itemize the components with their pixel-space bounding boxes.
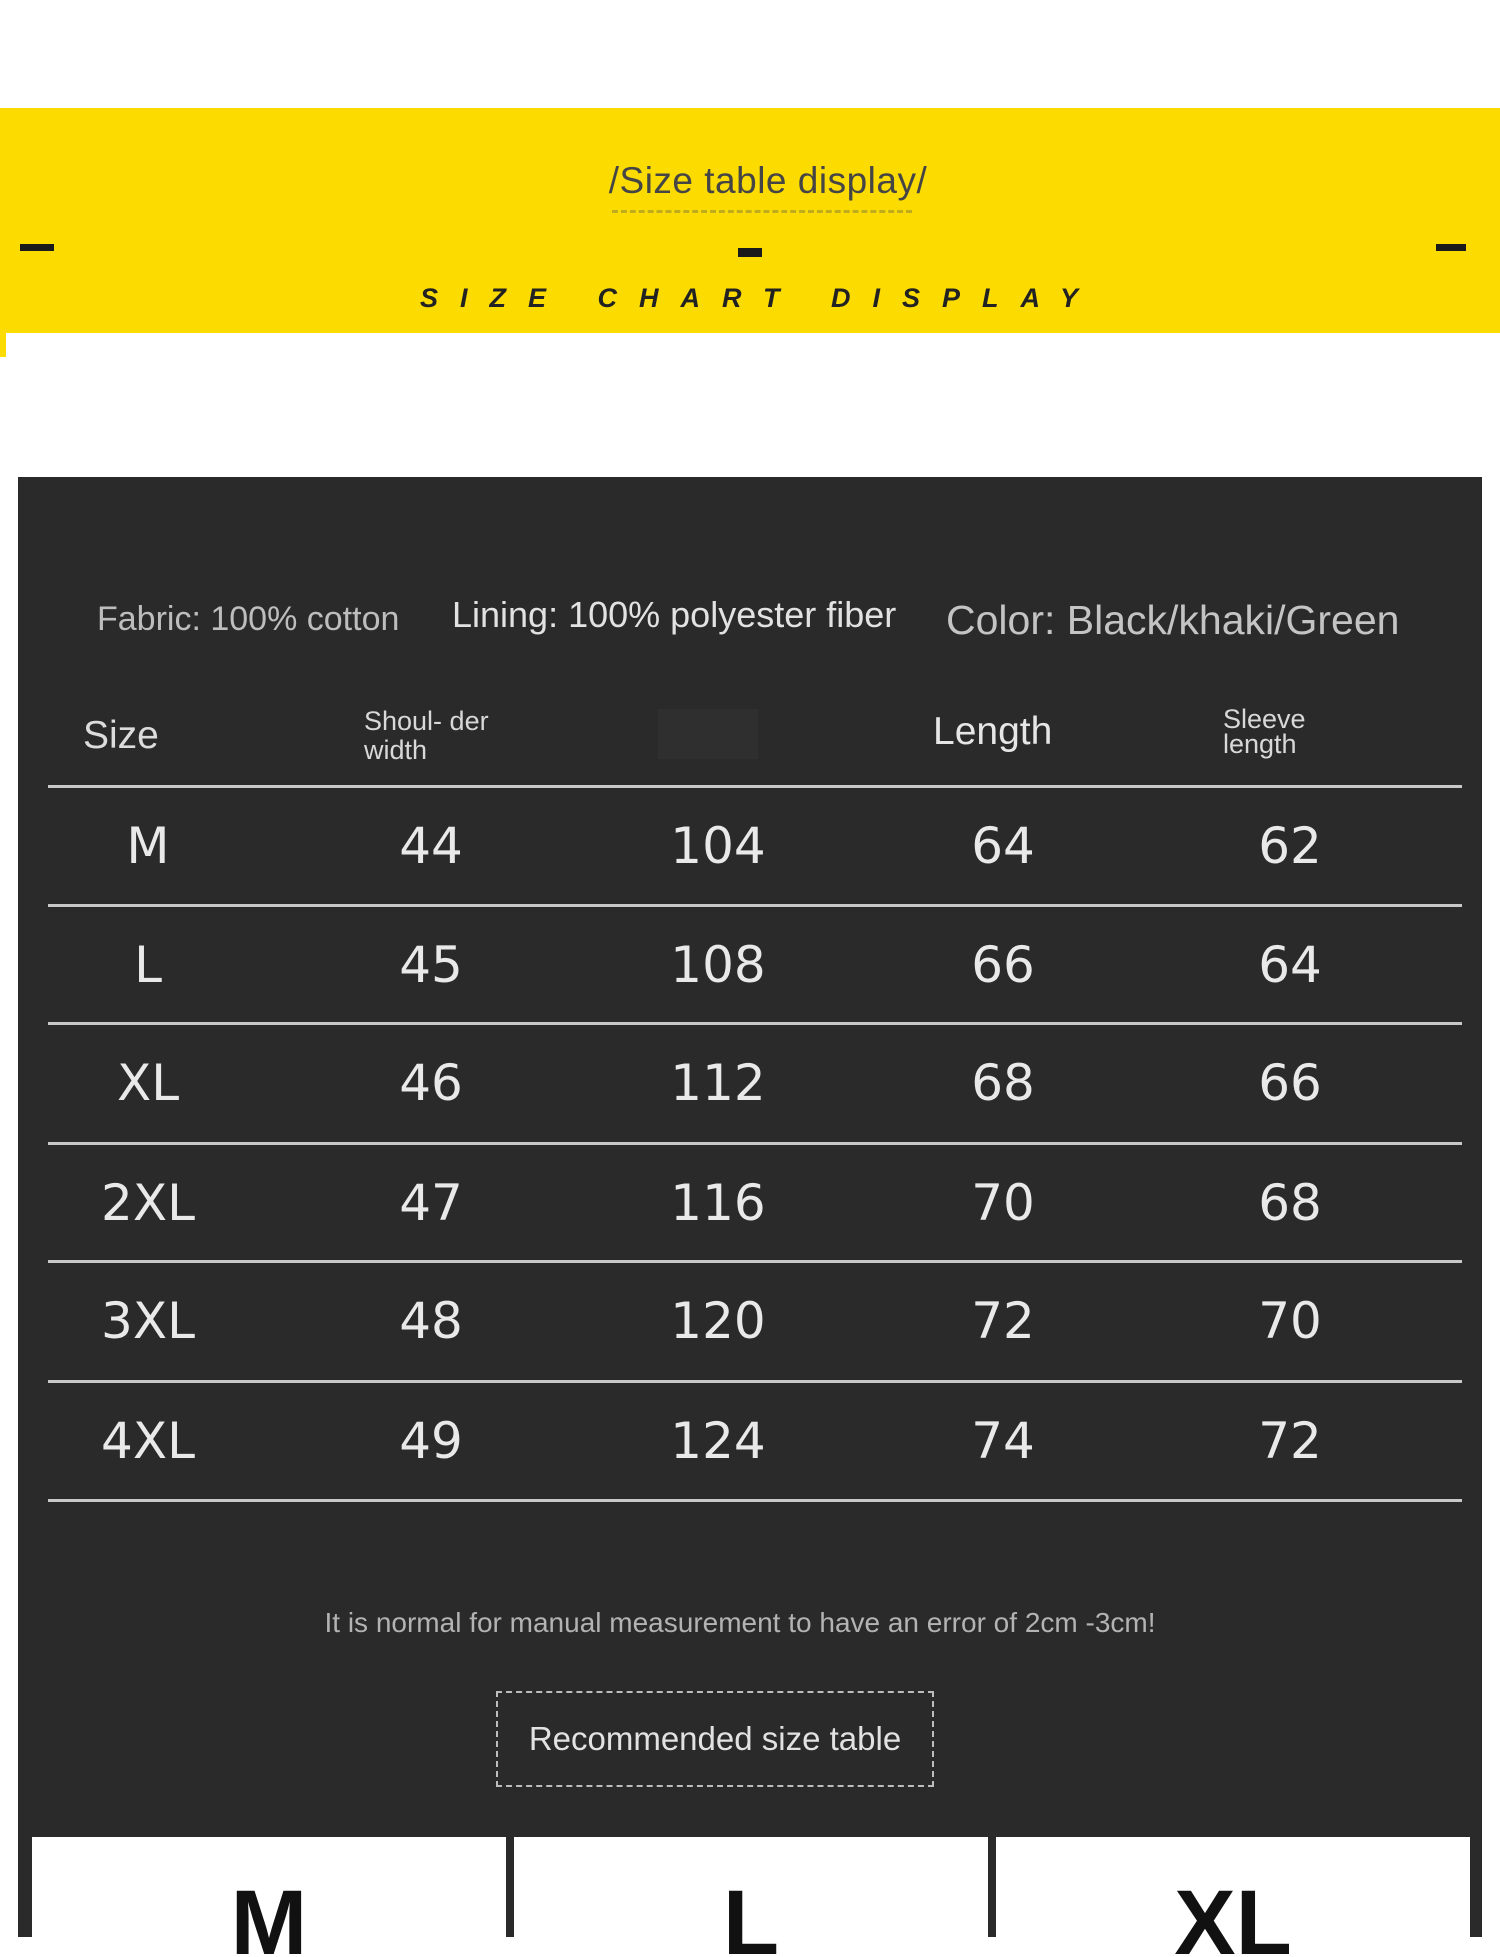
banner-title-reflection [612,210,912,217]
header-bust-blank [658,709,758,759]
fabric-info: Fabric: 100% cotton [97,600,400,638]
recommended-size-table-button[interactable]: Recommended size table [496,1691,934,1787]
cell-length: 70 [971,1174,1035,1232]
recommended-card-l [514,1837,988,1957]
cell-length: 64 [971,817,1035,875]
cell-sleeve: 70 [1258,1292,1322,1350]
table-row [48,1024,1462,1142]
recommended-card-xl [996,1837,1470,1957]
cell-length: 68 [971,1054,1035,1112]
card-label: XL [1174,1872,1292,1957]
cell-shoulder: 49 [399,1412,463,1470]
table-row [48,1144,1462,1262]
banner-edge [0,333,6,357]
header-shoulder-width: Shoul- der width [364,706,489,765]
cell-size: 3XL [101,1292,195,1350]
recommended-card-m [32,1837,506,1957]
cell-size: XL [116,1054,180,1112]
banner-subtitle: SIZE CHART DISPLAY [419,283,1101,313]
cell-size: M [126,817,170,875]
measurement-note: It is normal for manual measurement to have an error of 2cm -3cm! [324,1607,1156,1638]
banner [0,108,1500,333]
table-row [48,1262,1462,1380]
cell-bust: 112 [670,1054,766,1112]
table-rule [48,1499,1462,1502]
cell-shoulder: 47 [399,1174,463,1232]
card-label: L [722,1872,780,1957]
color-info: Color: Black/khaki/Green [946,597,1400,643]
cell-bust: 124 [670,1412,766,1470]
cell-size: L [134,936,162,994]
cell-bust: 116 [670,1174,766,1232]
banner-dash-left [20,244,54,251]
cell-length: 72 [971,1292,1035,1350]
cell-shoulder: 46 [399,1054,463,1112]
cell-length: 66 [971,936,1035,994]
lining-info: Lining: 100% polyester fiber [452,594,897,635]
banner-dash-middle [738,248,762,257]
banner-title: /Size table display/ [608,160,928,201]
cell-shoulder: 44 [399,817,463,875]
cell-shoulder: 48 [399,1292,463,1350]
cell-sleeve: 72 [1258,1412,1322,1470]
cell-bust: 104 [670,817,766,875]
cell-length: 74 [971,1412,1035,1470]
cell-sleeve: 62 [1258,817,1322,875]
table-row [48,1382,1462,1500]
header-length: Length [933,710,1053,753]
cell-size: 4XL [101,1412,195,1470]
cell-size: 2XL [101,1174,195,1232]
cell-sleeve: 64 [1258,936,1322,994]
cell-sleeve: 68 [1258,1174,1322,1232]
card-label: M [230,1872,308,1957]
cell-bust: 108 [670,936,766,994]
cell-shoulder: 45 [399,936,463,994]
size-chart-panel [18,477,1482,1957]
cell-sleeve: 66 [1258,1054,1322,1112]
header-sleeve-length: Sleeve length [1223,704,1306,759]
table-row [48,906,1462,1024]
header-size: Size [83,714,159,757]
banner-dash-right [1436,244,1466,251]
table-row [48,787,1462,905]
cell-bust: 120 [670,1292,766,1350]
